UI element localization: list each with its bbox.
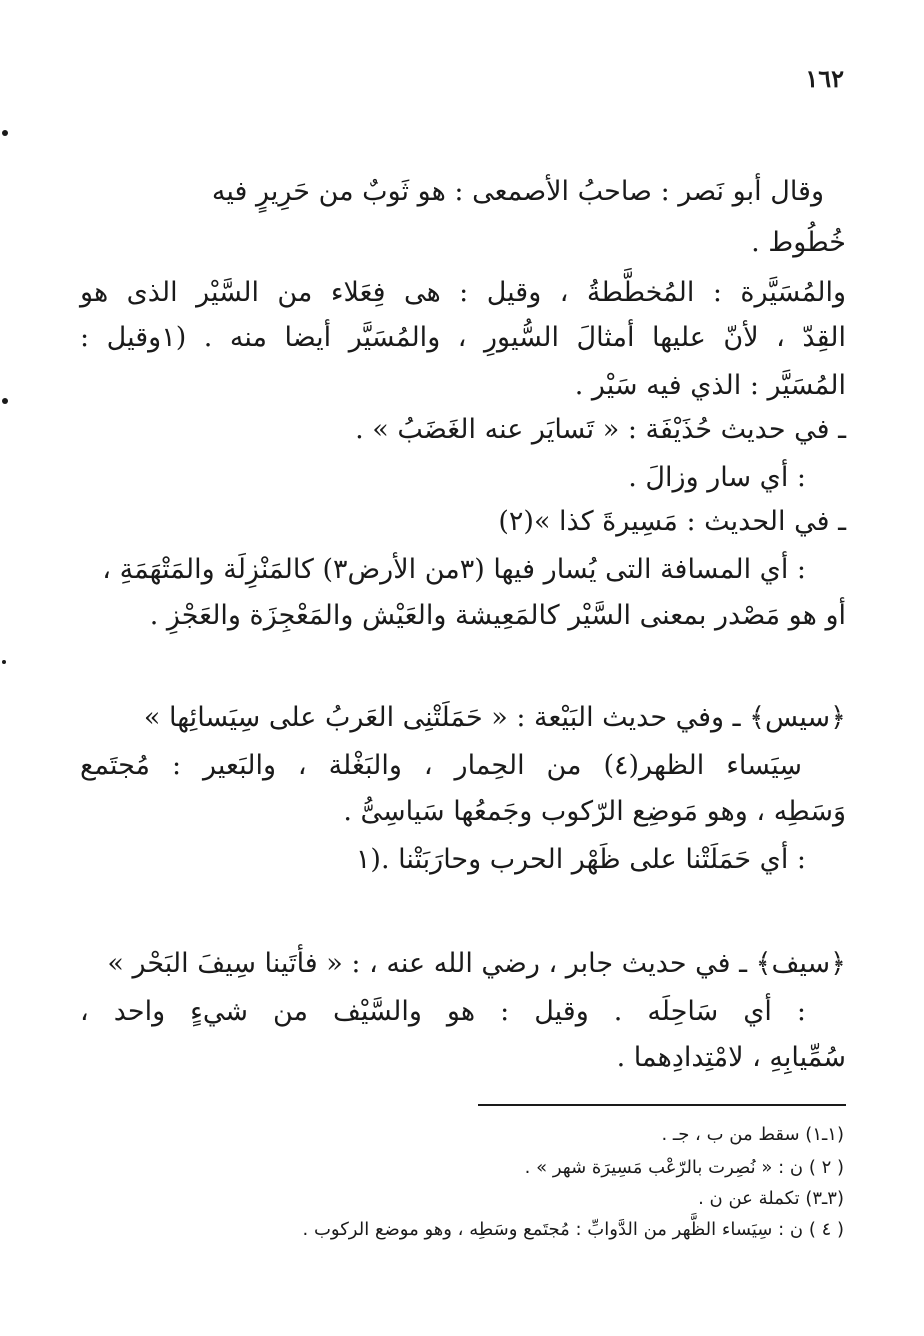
scan-margin-mark [2,660,6,664]
body-line: خُطُوط . [751,227,846,258]
body-line: : أي سَاحِلَه . وقيل : هو والسَّيْف من شيءٍ واحد ، [80,996,806,1027]
body-line: : أي المسافة التى يُسار فيها (٣من الأرض٣) كالمَنْزِلَة والمَتْهَمَةِ ، [102,554,806,585]
body-line: ـ في الحديث : مَسِيرةَ كذا »(٢) [498,506,846,537]
body-line: المُسَيَّر : الذي فيه سَيْر . [574,370,846,401]
body-line: القِدّ ، لأنّ عليها أمثالَ السُّيورِ ، والمُسَيَّر أيضا منه . (١وقيل : [80,322,846,353]
footnote: ( ٤ ) ن : سِيَساء الظَّهر من الدَّوابِّ : مُجتَمع وسَطِه ، وهو موضع الركوب . [302,1219,844,1240]
footnote: ( ٢ ) ن : « نُصِرت بالرّعْب مَسِيرَة شهر » . [524,1157,844,1178]
body-line: ـ في حديث حُذَيْفَة : « تَسايَر عنه الغَضَبُ » . [355,414,846,445]
footnote: (٣ـ٣) تكملة عن ن . [698,1188,844,1209]
body-line: سِيَساء الظهر(٤) من الحِمار ، والبَغْلة ، والبَعير : مُجتَمع [80,750,802,781]
page-number: ١٦٢ [805,64,844,93]
body-line: : أي حَمَلَتْنا على ظَهْر الحرب وحارَبَتْنا .(١ [355,844,806,875]
body-line: سُمِّيابِهِ ، لامْتِدادِهما . [616,1042,846,1073]
body-line: وَسَطِه ، وهو مَوضِع الرّكوب وجَمعُها سَياسِىُّ . [343,796,846,827]
footnote: (١ـ١) سقط من ب ، جـ . [661,1124,844,1145]
scan-margin-mark [2,398,8,404]
entry-sayf-headline: ﴿سيف﴾ ـ في حديث جابر ، رضي الله عنه ، : « فأتَينا سِيفَ البَحْر » [107,948,846,979]
body-line: وقال أبو نَصر : صاحبُ الأصمعى : هو ثَوبٌ من حَرِيرٍ فيه [211,176,824,207]
body-line: : أي سار وزالَ . [628,462,806,493]
scan-margin-mark [2,130,8,136]
body-line: أو هو مَصْدر بمعنى السَّيْر كالمَعِيشة والعَيْش والمَعْجِزَة والعَجْزِ . [149,600,846,631]
body-line: والمُسَيَّرة : المُخطَّطةُ ، وقيل : هى فِعَلاء من السَّيْر الذى هو [80,277,846,308]
entry-sis-headline: ﴿سيس﴾ ـ وفي حديث البَيْعة : « حَمَلَتْنِى العَربُ على سِيَسائِها » [143,702,846,733]
footnote-divider [478,1104,846,1106]
